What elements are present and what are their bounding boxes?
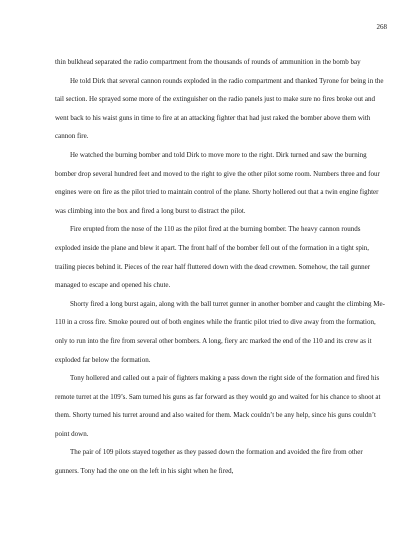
paragraph-2: He told Dirk that several cannon rounds exploded in the radio compartment and thanked Tyrone for being in the tail section. He sprayed some more of the extinguisher on the radio panels just to make sure no fires broke out and went back to his waist guns in time to fire at an attacking fighter that had just raked the bomber above them with cannon fire. xyxy=(55,76,384,141)
paragraph-3: He watched the burning bomber and told Dirk to move more to the right. Dirk turned and saw the burning bomber drop several hundred feet and moved to the right to give the other pilot some room. Numbers three and four engines were on fire as the pilot tried to maintain control of the plane. Shorty hollered out that a twin engine fighter was climbing into the box and fired a long burst to distract the pilot. xyxy=(55,150,380,215)
paragraph-4: Fire erupted from the nose of the 110 as the pilot fired at the burning bomber. The heavy cannon rounds exploded inside the plane and blew it apart. The front half of the bomber fell out of the formation in a tight spin, trailing pieces behind it. Pieces of the rear half fluttered down with the dead crewmen. Somehow, the tail gunner managed to escape and opened his chute. xyxy=(55,225,371,290)
page-number: 268 xyxy=(376,23,387,31)
paragraph-7: The pair of 109 pilots stayed together as they passed down the formation and avoided the fire from other gunners. Tony had the one on the left in his sight when he fired, xyxy=(55,448,363,476)
paragraph-1: thin bulkhead separated the radio compartment from the thousands of rounds of ammunition in the bomb bay xyxy=(55,58,361,66)
body-text xyxy=(55,53,386,481)
paragraph-5: Shorty fired a long burst again, along with the ball turret gunner in another bomber and caught the climbing Me-110 in a cross fire. Smoke poured out of both engines while the frantic pilot tried to dive away from the formation, only to run into the fire from several other bombers. A long, fiery arc marked the end of the 110 and its crew as it exploded far below the formation. xyxy=(55,299,385,364)
paragraph-6: Tony hollered and called out a pair of fighters making a pass down the right side of the formation and fired his remote turret at the 109’s. Sam turned his guns as far forward as they would go and waited for his chance to shoot at them. Shorty turned his turret around and also waited for them. Mack couldn’t be any help, since his guns couldn’t point down. xyxy=(55,374,381,438)
